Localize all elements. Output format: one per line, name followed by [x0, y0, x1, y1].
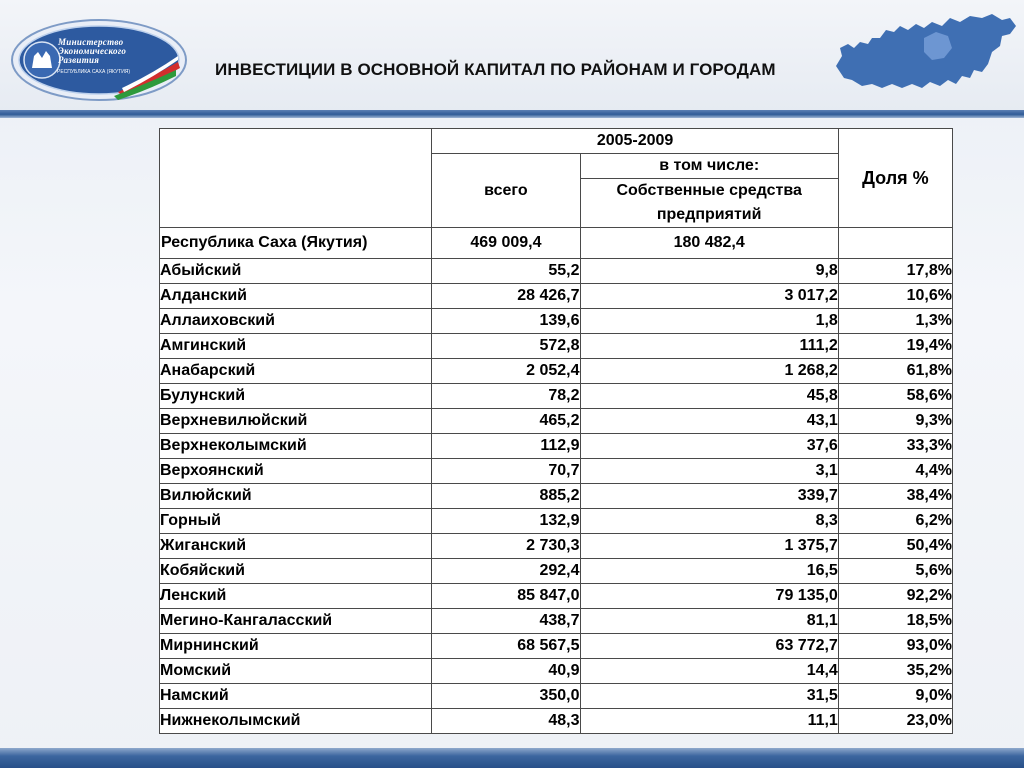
- logo-line-2: Экономического: [58, 46, 127, 56]
- district-share: 9,3%: [838, 409, 952, 434]
- district-total: 438,7: [432, 609, 580, 634]
- district-name: Абыйский: [160, 259, 432, 284]
- summary-total: 469 009,4: [432, 228, 580, 259]
- district-total: 2 730,3: [432, 534, 580, 559]
- district-share: 19,4%: [838, 334, 952, 359]
- district-share: 17,8%: [838, 259, 952, 284]
- district-name: Горный: [160, 509, 432, 534]
- district-name: Верхоянский: [160, 459, 432, 484]
- district-own-funds: 43,1: [580, 409, 838, 434]
- period-header: 2005-2009: [432, 129, 839, 154]
- district-own-funds: 111,2: [580, 334, 838, 359]
- summary-share: [838, 228, 952, 259]
- district-own-funds: 1 375,7: [580, 534, 838, 559]
- total-column-header: всего: [432, 154, 580, 228]
- district-name: Верхневилюйский: [160, 409, 432, 434]
- district-name: Кобяйский: [160, 559, 432, 584]
- district-own-funds: 63 772,7: [580, 634, 838, 659]
- district-own-funds: 8,3: [580, 509, 838, 534]
- district-own-funds: 9,8: [580, 259, 838, 284]
- district-own-funds: 1 268,2: [580, 359, 838, 384]
- logo-subtitle: РЕСПУБЛИКА САХА (ЯКУТИЯ): [57, 69, 131, 75]
- table-row: [160, 709, 953, 734]
- district-share: 61,8%: [838, 359, 952, 384]
- own-funds-column-header: Собственные средства предприятий: [580, 179, 838, 228]
- district-own-funds: 45,8: [580, 384, 838, 409]
- district-name: Алданский: [160, 284, 432, 309]
- table-row: [160, 584, 953, 609]
- investments-table: [159, 128, 953, 734]
- summary-name: Республика Саха (Якутия): [160, 228, 432, 259]
- district-total: 112,9: [432, 434, 580, 459]
- district-name: Аллаиховский: [160, 309, 432, 334]
- table-row: [160, 634, 953, 659]
- summary-row: [160, 228, 953, 259]
- district-total: 350,0: [432, 684, 580, 709]
- district-share: 35,2%: [838, 659, 952, 684]
- table-row: [160, 659, 953, 684]
- table-row: [160, 334, 953, 359]
- district-share: 38,4%: [838, 484, 952, 509]
- district-total: 55,2: [432, 259, 580, 284]
- district-name: Вилюйский: [160, 484, 432, 509]
- table-row: [160, 434, 953, 459]
- district-total: 70,7: [432, 459, 580, 484]
- district-name: Анабарский: [160, 359, 432, 384]
- table-row: [160, 484, 953, 509]
- logo-line-3: Развития: [58, 55, 100, 65]
- logo-text: [58, 38, 158, 65]
- district-total: 572,8: [432, 334, 580, 359]
- district-total: 78,2: [432, 384, 580, 409]
- header-row-period: [160, 129, 953, 154]
- table-row: [160, 559, 953, 584]
- district-total: 48,3: [432, 709, 580, 734]
- district-share: 93,0%: [838, 634, 952, 659]
- summary-own: 180 482,4: [580, 228, 838, 259]
- table-row: [160, 309, 953, 334]
- district-share: 6,2%: [838, 509, 952, 534]
- district-share: 5,6%: [838, 559, 952, 584]
- district-rows: [160, 259, 953, 734]
- district-share: 58,6%: [838, 384, 952, 409]
- district-own-funds: 31,5: [580, 684, 838, 709]
- district-share: 10,6%: [838, 284, 952, 309]
- district-total: 132,9: [432, 509, 580, 534]
- district-name: Верхнеколымский: [160, 434, 432, 459]
- district-total: 292,4: [432, 559, 580, 584]
- district-share: 23,0%: [838, 709, 952, 734]
- district-share: 1,3%: [838, 309, 952, 334]
- russia-map-icon: [832, 8, 1018, 100]
- footer-bar: [0, 748, 1024, 768]
- district-total: 40,9: [432, 659, 580, 684]
- district-share: 33,3%: [838, 434, 952, 459]
- district-name: Момский: [160, 659, 432, 684]
- table-row: [160, 384, 953, 409]
- table-row: [160, 684, 953, 709]
- share-column-header: Доля %: [838, 129, 952, 228]
- district-name: Ленский: [160, 584, 432, 609]
- district-own-funds: 3,1: [580, 459, 838, 484]
- district-total: 885,2: [432, 484, 580, 509]
- district-name: Амгинский: [160, 334, 432, 359]
- district-name: Жиганский: [160, 534, 432, 559]
- district-own-funds: 37,6: [580, 434, 838, 459]
- including-header: в том числе:: [580, 154, 838, 179]
- district-name: Намский: [160, 684, 432, 709]
- table-row: [160, 284, 953, 309]
- logo-line-1: Министерство: [58, 37, 124, 47]
- district-own-funds: 3 017,2: [580, 284, 838, 309]
- district-total: 28 426,7: [432, 284, 580, 309]
- district-share: 9,0%: [838, 684, 952, 709]
- page-title: ИНВЕСТИЦИИ В ОСНОВНОЙ КАПИТАЛ ПО РАЙОНАМ И ГОРОДАМ: [215, 60, 776, 79]
- district-own-funds: 16,5: [580, 559, 838, 584]
- district-own-funds: 11,1: [580, 709, 838, 734]
- district-share: 50,4%: [838, 534, 952, 559]
- district-name: Булунский: [160, 384, 432, 409]
- district-share: 92,2%: [838, 584, 952, 609]
- district-own-funds: 1,8: [580, 309, 838, 334]
- name-column-header: [160, 129, 432, 228]
- table-row: [160, 609, 953, 634]
- district-total: 465,2: [432, 409, 580, 434]
- district-total: 68 567,5: [432, 634, 580, 659]
- table-row: [160, 534, 953, 559]
- district-name: Нижнеколымский: [160, 709, 432, 734]
- district-total: 2 052,4: [432, 359, 580, 384]
- district-total: 85 847,0: [432, 584, 580, 609]
- district-own-funds: 14,4: [580, 659, 838, 684]
- district-own-funds: 79 135,0: [580, 584, 838, 609]
- district-name: Мирнинский: [160, 634, 432, 659]
- district-share: 4,4%: [838, 459, 952, 484]
- district-own-funds: 339,7: [580, 484, 838, 509]
- district-name: Мегино-Кангаласский: [160, 609, 432, 634]
- district-total: 139,6: [432, 309, 580, 334]
- table-row: [160, 259, 953, 284]
- table-row: [160, 359, 953, 384]
- table-row: [160, 409, 953, 434]
- table-row: [160, 459, 953, 484]
- district-own-funds: 81,1: [580, 609, 838, 634]
- district-share: 18,5%: [838, 609, 952, 634]
- header-divider: [0, 110, 1024, 118]
- table-row: [160, 509, 953, 534]
